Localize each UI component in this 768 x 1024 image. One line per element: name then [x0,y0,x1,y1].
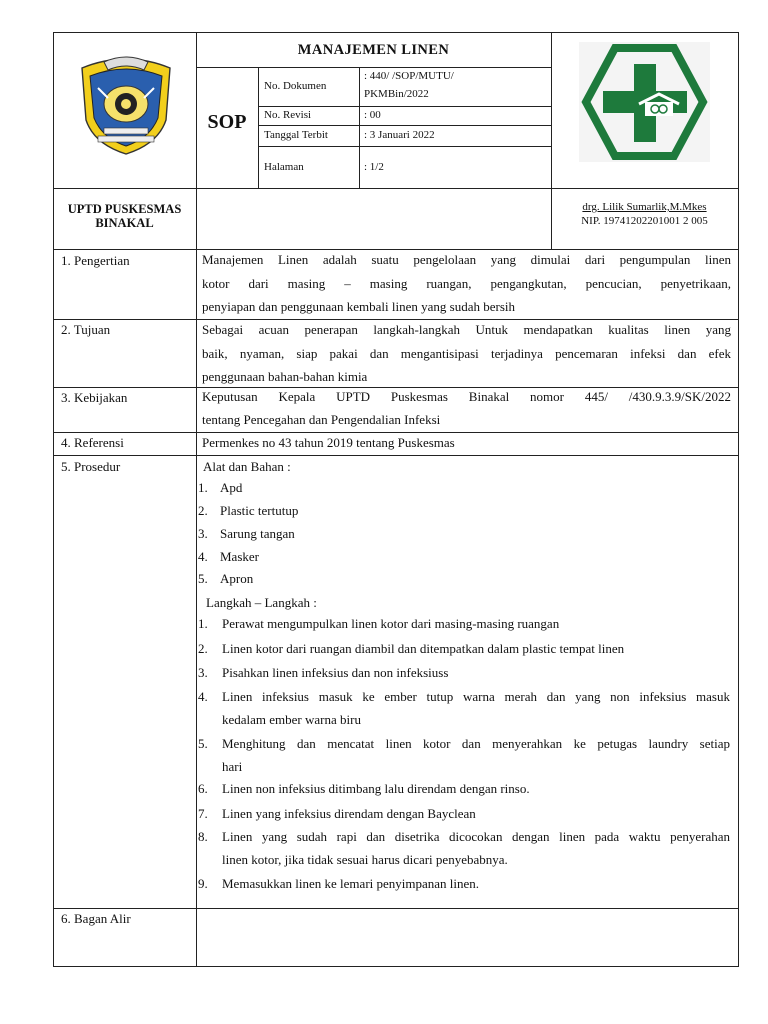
regency-crest-logo [74,48,178,158]
pengertian-line-2: kotor dari masing – masing ruangan, pengangkutan, pencucian, penyetrikaan, [202,276,731,291]
step-item [198,825,732,871]
info-label-tanggal-terbit: Tanggal Terbit [264,129,328,141]
signatory-name: drg. Lilik Sumarlik,M.Mkes [582,201,707,213]
list-item-text: Apron [220,571,254,586]
step-text: Perawat mengumpulkan linen kotor dari masing-masing ruangan [222,616,560,631]
puskesmas-logo [579,42,710,162]
info-value-halaman: : 1/2 [364,161,384,173]
step-number: 4. [198,689,208,704]
tujuan-line-1: Sebagai acuan penerapan langkah-langkah Untuk mendapatkan kualitas linen yang [202,322,731,337]
step-item [198,637,732,660]
step-text: Linen yang infeksius direndam dengan Bayclean [222,806,476,821]
institution-name-line1: UPTD PUSKESMAS [67,202,182,216]
step-text: Menghitung dan mencatat linen kotor dan menyerahkan ke petugas laundry setiap [222,736,730,751]
section-label-tujuan: 2. Tujuan [61,322,111,337]
signatory-nip: NIP. 19741202201001 2 005 [581,215,708,227]
info-value-no-revisi: : 00 [364,109,381,121]
list-item-text: Masker [220,549,259,564]
step-item [198,872,732,895]
info-value-no-dokumen-1: : 440/ /SOP/MUTU/ [364,70,454,82]
step-text: Linen infeksius masuk ke ember tutup warna merah dan yang non infeksius masuk [222,689,730,704]
step-number: 1. [198,616,208,631]
section-label-referensi: 4. Referensi [61,435,124,450]
section-label-kebijakan: 3. Kebijakan [61,390,128,405]
list-item [198,499,728,522]
info-label-halaman: Halaman [264,161,304,173]
step-number: 7. [198,806,208,821]
step-item [198,777,732,800]
list-item-text: Sarung tangan [220,526,295,541]
list-item-number: 2. [198,503,208,518]
institution-name-line2: BINAKAL [95,216,154,230]
list-item [198,476,728,499]
list-item-number: 4. [198,549,208,564]
tujuan-line-2: baik, nyaman, siap pakai dan mengantisipasi terjadinya pencemaran infeksi dan efek [202,346,731,361]
info-label-no-dokumen: No. Dokumen [264,80,327,92]
step-text: Pisahkan linen infeksius dan non infeksiuss [222,665,449,680]
step-item [198,802,732,825]
step-text: Memasukkan linen ke lemari penyimpanan linen. [222,876,480,891]
list-item-number: 3. [198,526,208,541]
tujuan-line-3: penggunaan bahan-bahan kimia [202,369,368,384]
langkah-heading: Langkah – Langkah : [206,595,317,610]
step-number: 6. [198,781,208,796]
list-item-text: Plastic tertutup [220,503,299,518]
list-item-text: Apd [220,480,243,495]
step-number: 9. [198,876,208,891]
doc-type-label: SOP [207,111,247,133]
step-item [198,732,732,778]
step-text: linen kotor, jika tidak sesuai harus dicari penyebabnya. [222,852,508,867]
info-value-no-dokumen-2: PKMBin/2022 [364,88,429,100]
kebijakan-line-1: Keputusan Kepala UPTD Puskesmas Binakal nomor 445/ /430.9.3.9/SK/2022 [202,389,731,404]
section-label-prosedur: 5. Prosedur [61,459,121,474]
list-item [198,522,728,545]
alat-bahan-heading: Alat dan Bahan : [203,459,291,474]
step-text: Linen non infeksius ditimbang lalu direndam dengan rinso. [222,781,530,796]
step-item [198,685,732,731]
pengertian-line-1: Manajemen Linen adalah suatu pengelolaan yang dimulai dari pengumpulan linen [202,252,731,267]
step-item [198,661,732,684]
step-text: Linen yang sudah rapi dan disetrika dicocokan dengan linen pada waktu penyerahan [222,829,730,844]
list-item [198,567,728,590]
step-text: kedalam ember warna biru [222,712,361,727]
document-title: MANAJEMEN LINEN [297,42,450,58]
list-item [198,545,728,568]
pengertian-line-3: penyiapan dan penggunaan kembali linen yang sudah bersih [202,299,515,314]
step-number: 5. [198,736,208,751]
list-item-number: 1. [198,480,208,495]
section-label-bagan-alir: 6. Bagan Alir [61,911,131,926]
step-number: 8. [198,829,208,844]
info-label-no-revisi: No. Revisi [264,109,312,121]
step-number: 3. [198,665,208,680]
list-item-number: 5. [198,571,208,586]
step-text: Linen kotor dari ruangan diambil dan ditempatkan dalam plastic tempat linen [222,641,625,656]
kebijakan-line-2: tentang Pencegahan dan Pengendalian Infeksi [202,412,441,427]
step-item [198,612,732,635]
info-value-tanggal-terbit: : 3 Januari 2022 [364,129,435,141]
section-label-pengertian: 1. Pengertian [61,253,130,268]
referensi-text: Permenkes no 43 tahun 2019 tentang Puskesmas [202,435,455,450]
step-text: hari [222,759,243,774]
step-number: 2. [198,641,208,656]
